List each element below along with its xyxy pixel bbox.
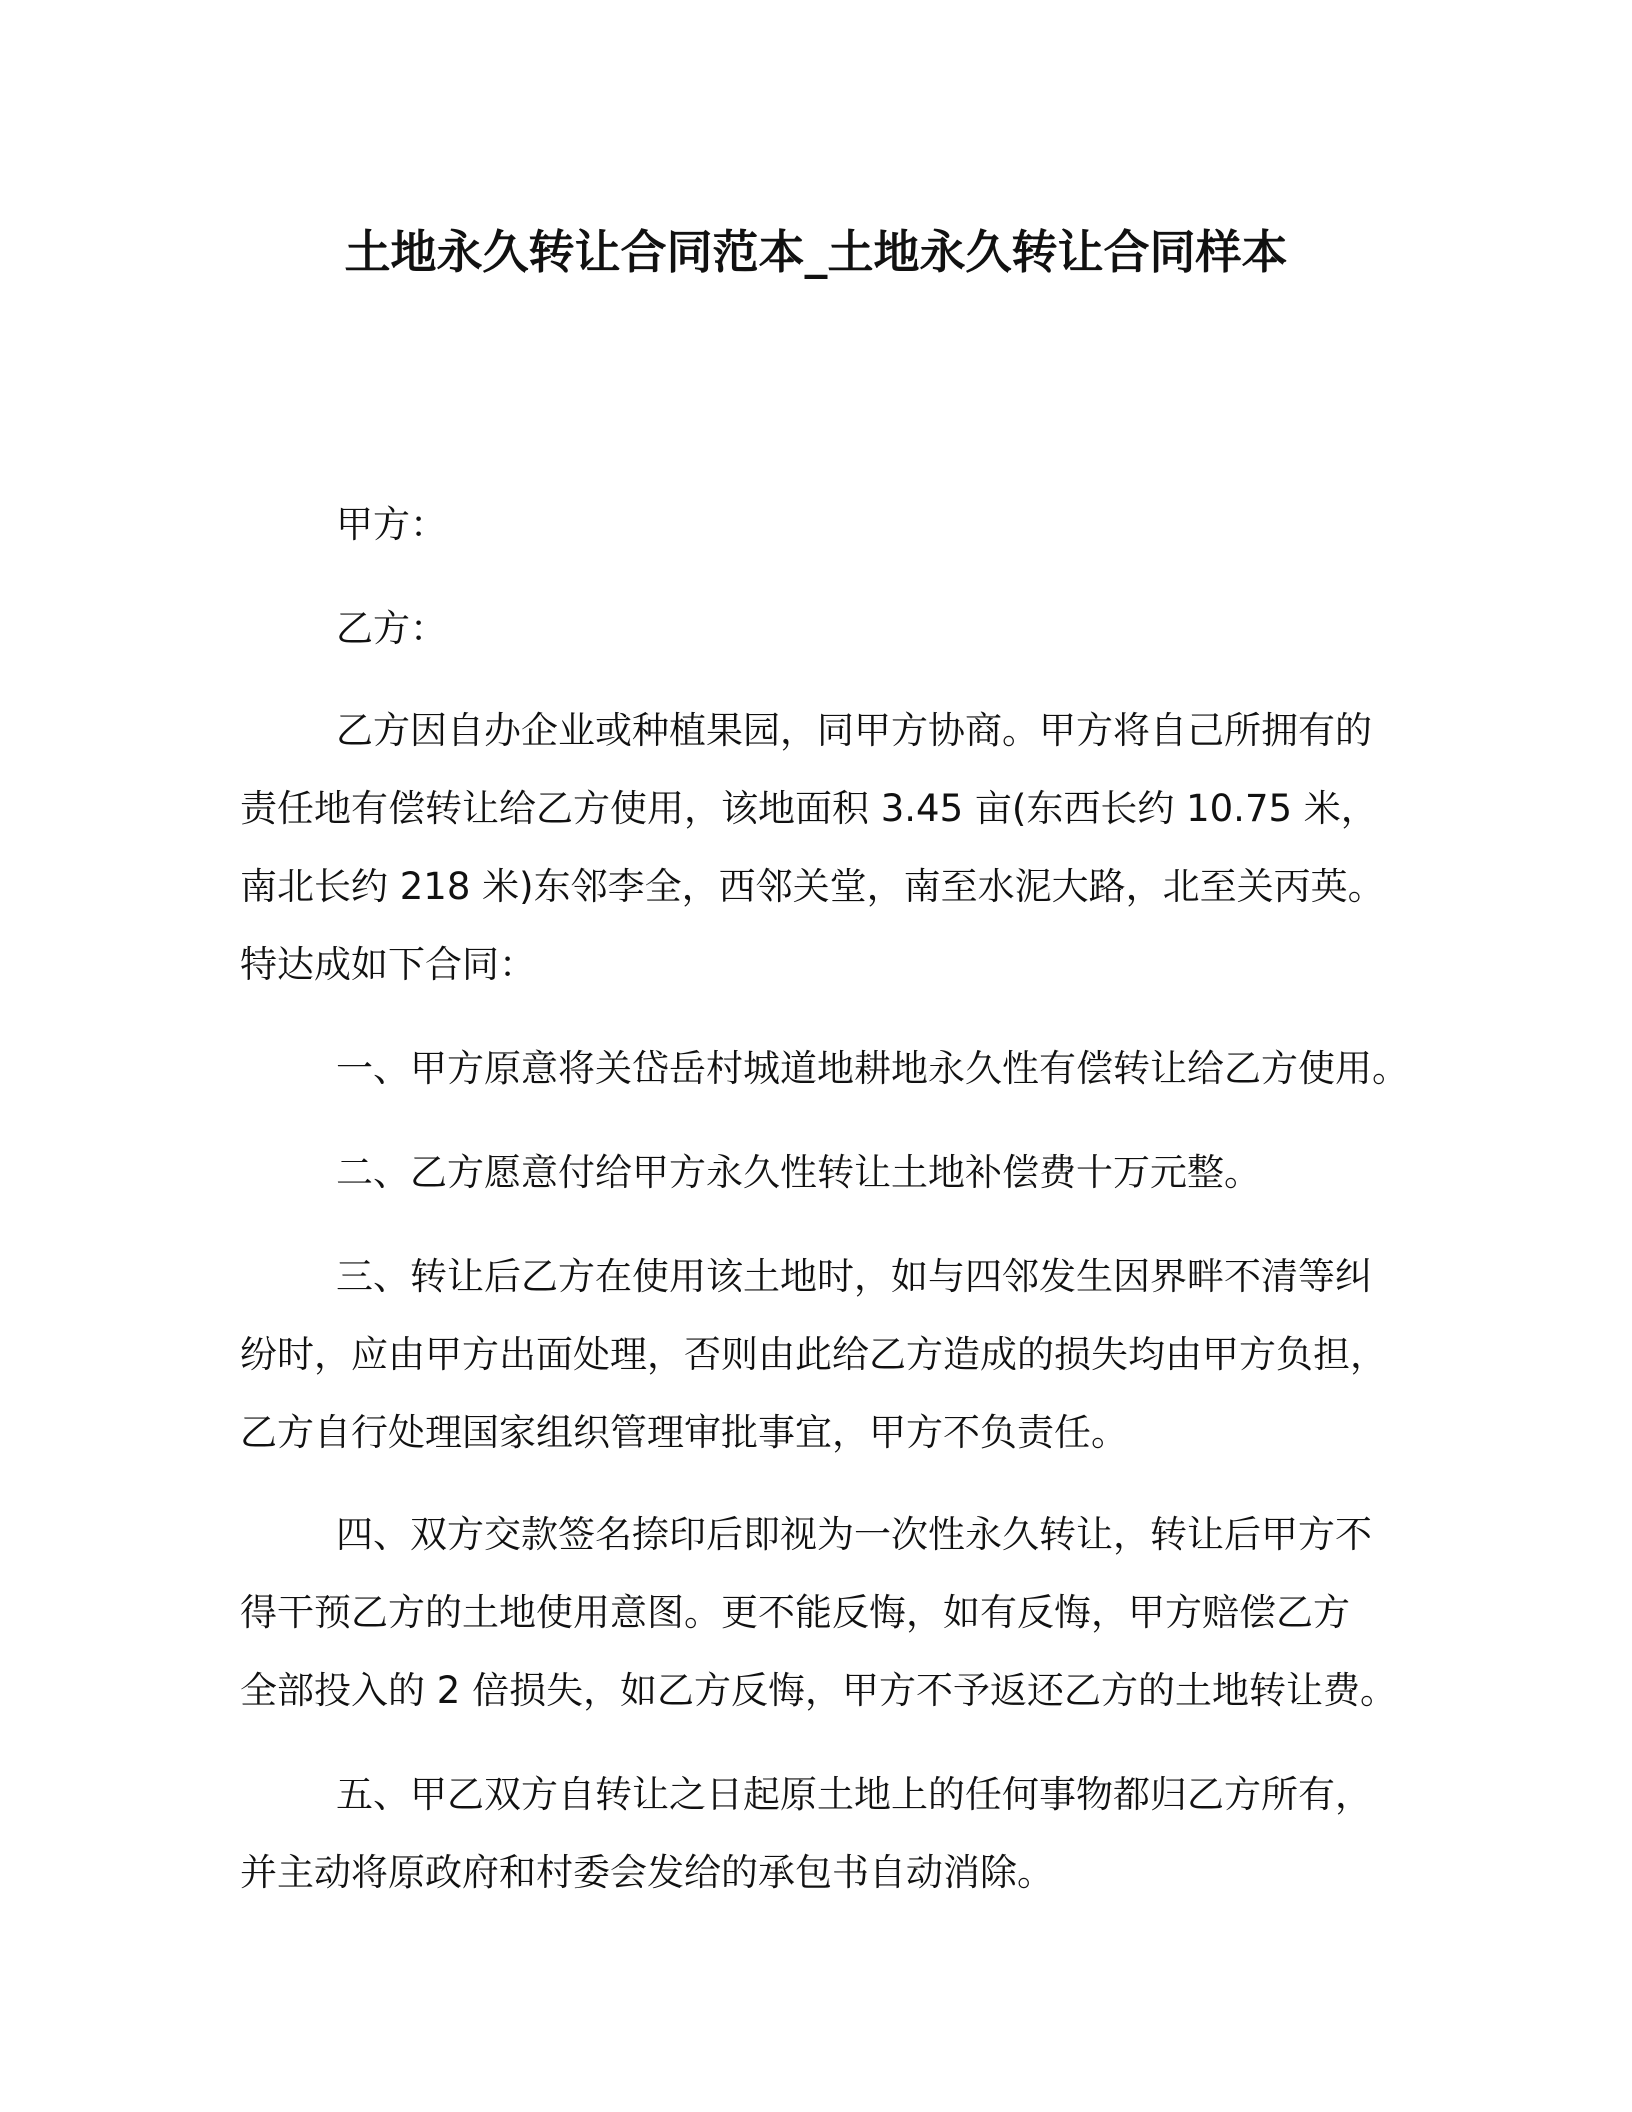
clause-line: 得干预乙方的土地使用意图。更不能反悔，如有反悔，甲方赔偿乙方 <box>240 1591 1350 1634</box>
intro-line: 乙方因自办企业或种植果园，同甲方协商。甲方将自己所拥有的 <box>336 709 1372 752</box>
clause-line: 三、转让后乙方在使用该土地时，如与四邻发生因界畔不清等纠 <box>336 1255 1372 1298</box>
intro-line: 南北长约 218 米)东邻李全，西邻关堂，南至水泥大路，北至关丙英。 <box>240 865 1385 908</box>
clause-line: 五、甲乙双方自转让之日起原土地上的任何事物都归乙方所有， <box>336 1773 1372 1816</box>
clause-line: 并主动将原政府和村委会发给的承包书自动消除。 <box>240 1851 1054 1894</box>
intro-line: 特达成如下合同： <box>240 943 536 986</box>
intro-line: 责任地有偿转让给乙方使用，该地面积 3.45 亩(东西长约 10.75 米， <box>240 787 1378 830</box>
clause-line: 二、乙方愿意付给甲方永久性转让土地补偿费十万元整。 <box>336 1151 1261 1194</box>
clause-line: 乙方自行处理国家组织管理审批事宜，甲方不负责任。 <box>240 1411 1128 1454</box>
party-a-label: 甲方： <box>336 503 447 546</box>
clause-line: 四、双方交款签名捺印后即视为一次性永久转让，转让后甲方不 <box>336 1513 1372 1556</box>
clause-line: 一、甲方原意将关岱岳村城道地耕地永久性有偿转让给乙方使用。 <box>336 1047 1409 1090</box>
party-b-label: 乙方： <box>336 607 447 650</box>
clause-line: 全部投入的 2 倍损失，如乙方反悔，甲方不予返还乙方的土地转让费。 <box>240 1669 1398 1712</box>
document-title: 土地永久转让合同范本_土地永久转让合同样本 <box>344 225 1288 279</box>
clause-line: 纷时，应由甲方出面处理，否则由此给乙方造成的损失均由甲方负担， <box>240 1333 1387 1376</box>
